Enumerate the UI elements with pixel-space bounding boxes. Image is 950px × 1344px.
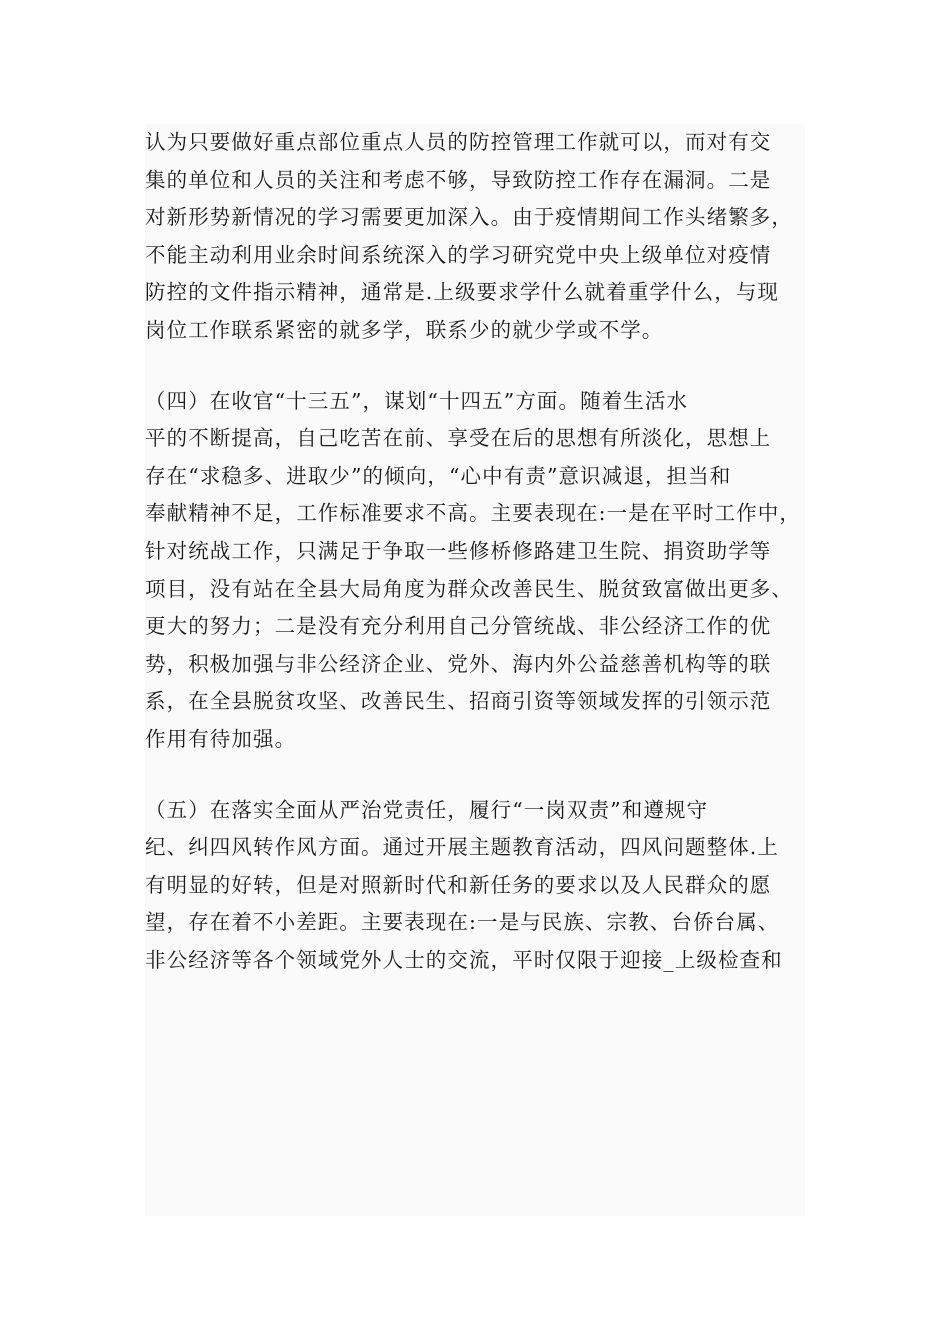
text-line: 奉献精神不足，工作标准要求不高。主要表现在:一是在平时工作中， <box>145 501 802 526</box>
text-line: 纪、纠四风转作风方面。通过开展主题教育活动，四风问题整体.上 <box>145 835 780 860</box>
paragraph-spacer <box>145 759 805 792</box>
text-line: （四）在收官“十三五”，谋划“十四五”方面。随着生活水 <box>145 388 689 413</box>
paragraph-3 <box>145 792 805 980</box>
text-line: 平的不断提高，自己吃苦在前、享受在后的思想有所淡化，思想上 <box>145 426 772 451</box>
text-line: 存在“求稳多、进取少”的倾向，“心中有责”意识减退，担当和 <box>145 463 732 488</box>
paragraph-spacer <box>145 350 805 383</box>
paragraph-2 <box>145 383 805 759</box>
text-line: 不能主动利用业余时间系统深入的学习研究党中央上级单位对疫情 <box>145 242 772 267</box>
document-body <box>145 124 805 1216</box>
text-line: 集的单位和人员的关注和考虑不够，导致防控工作存在漏洞。二是 <box>145 167 772 192</box>
text-line: 有明显的好转，但是对照新时代和新任务的要求以及人民群众的愿 <box>145 872 772 897</box>
text-line: 认为只要做好重点部位重点人员的防控管理工作就可以，而对有交 <box>145 130 772 154</box>
text-line: 岗位工作联系紧密的就多学，联系少的就少学或不学。 <box>145 317 664 342</box>
text-line: 防控的文件指示精神，通常是.上级要求学什么就着重学什么，与现 <box>145 280 780 305</box>
paragraph-1 <box>145 124 805 350</box>
text-line: 非公经济等各个领域党外人士的交流，平时仅限于迎接_上级检查和 <box>145 947 783 972</box>
text-line: 系，在全县脱贫攻坚、改善民生、招商引资等领域发挥的引领示范 <box>145 689 772 714</box>
text-line: 项目，没有站在全县大局角度为群众改善民生、脱贫致富做出更多、 <box>145 576 793 601</box>
text-line: 望，存在着不小差距。主要表现在:一是与民族、宗教、台侨台属、 <box>145 910 780 935</box>
text-line: 针对统战工作，只满足于争取一些修桥修路建卫生院、捐资助学等 <box>145 538 772 563</box>
text-line: 势，积极加强与非公经济企业、党外、海内外公益慈善机构等的联 <box>145 651 772 676</box>
text-line: 更大的努力；二是没有充分利用自己分管统战、非公经济工作的优 <box>145 614 772 639</box>
text-line: 对新形势新情况的学习需要更加深入。由于疫情期间工作头绪繁多， <box>145 205 793 230</box>
text-line: 作用有待加强。 <box>145 726 297 751</box>
text-line: （五）在落实全面从严治党责任，履行“一岗双责”和遵规守 <box>145 797 709 822</box>
